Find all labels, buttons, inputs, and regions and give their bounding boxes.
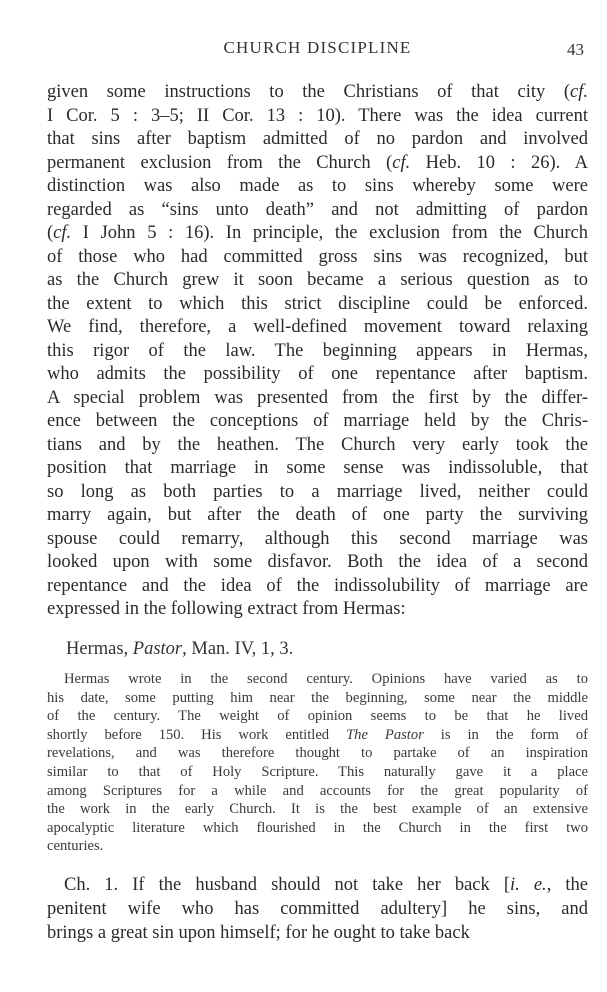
text-line	[47, 222, 588, 246]
extract-text	[47, 873, 588, 945]
text-line	[47, 763, 588, 782]
text: of those who had committed gross sins was recognized, but	[47, 246, 588, 267]
text: penitent wife who has committed adultery] he sins, and	[47, 899, 588, 919]
text: spouse could remarry, although this second marriage was	[47, 528, 588, 549]
text: expressed in the following extract from Hermas:	[47, 599, 406, 619]
text-line	[47, 340, 588, 364]
text: this rigor of the law. The beginning appears in Hermas,	[47, 340, 588, 361]
text: A special problem was presented from the first by the differ-	[47, 387, 588, 408]
text-line	[47, 575, 588, 599]
text: distinction was also made as to sins whereby some were	[47, 176, 588, 196]
text: the work in the early Church. It is the best example of an extensive	[47, 801, 588, 818]
text: (	[47, 223, 54, 243]
text-line	[47, 316, 588, 340]
text: centuries.	[47, 838, 104, 855]
text: ence between the conceptions of marriage held by the Chris-	[47, 411, 588, 431]
text: position that marriage in some sense was indissoluble, that	[47, 458, 588, 478]
text-line	[47, 293, 588, 317]
page-number: 43	[567, 40, 584, 59]
text: , the	[546, 875, 588, 895]
text: I John 5 : 16). In principle, the exclusion from the Church	[71, 223, 588, 243]
text-line	[47, 782, 588, 801]
text-line	[47, 873, 588, 897]
text-line	[47, 269, 588, 293]
text: Hermas wrote in the second century. Opinions have varied as to	[64, 671, 588, 687]
text-line	[47, 744, 588, 763]
italic-text: cf.	[570, 82, 588, 102]
text-line	[47, 528, 588, 552]
text: permanent exclusion from the Church (	[47, 152, 393, 173]
text-line	[47, 800, 588, 819]
body-text	[47, 81, 588, 622]
text-line	[47, 481, 588, 505]
text-line	[47, 152, 588, 176]
text-line	[47, 434, 588, 458]
text: shortly before 150. His work entitled	[47, 726, 347, 743]
text: Hermas,	[66, 639, 133, 659]
text-line	[47, 363, 588, 387]
text: I Cor. 5 : 3–5; II Cor. 13 : 10). There was the idea current	[47, 105, 588, 126]
text: is in the form of	[423, 726, 588, 743]
text: regarded as “sins unto death” and not admitting of pardon	[47, 199, 588, 220]
text: tians and by the heathen. The Church very early took the	[47, 434, 588, 455]
text: revelations, and was therefore thought to partake of an inspiration	[47, 745, 588, 762]
text-line	[47, 457, 588, 481]
text: among Scriptures for a while and accounts for the great popularity of	[47, 782, 588, 799]
text-line	[47, 387, 588, 411]
text: apocalyptic literature which flourished in the Church in the first two	[47, 819, 588, 836]
text: the extent to which this strict discipline could be enforced.	[47, 293, 588, 314]
text: of the century. The weight of opinion seems to be that he lived	[47, 708, 588, 725]
text-line	[47, 819, 588, 838]
text: given some instructions to the Christians of that city (	[47, 82, 571, 102]
text-line	[47, 410, 588, 434]
text-line	[47, 551, 588, 575]
italic-text: cf.	[392, 152, 411, 173]
text-line	[47, 504, 588, 528]
text: his date, some putting him near the beginning, some near the middle	[47, 689, 588, 706]
page-header	[47, 38, 588, 62]
text-line	[47, 105, 588, 129]
text: marry again, but after the death of one party the surviving	[47, 505, 588, 525]
text-line	[47, 246, 588, 270]
text: similar to that of Holy Scripture. This naturally gave it a place	[47, 763, 588, 780]
text-line	[47, 707, 588, 726]
text-line	[47, 175, 588, 199]
text-line	[47, 670, 588, 689]
text-line	[47, 689, 588, 708]
text: , Man. IV, 1, 3.	[182, 639, 294, 659]
italic-text: cf.	[53, 223, 72, 243]
source-title	[66, 639, 293, 660]
text-line	[47, 128, 588, 152]
text-line	[47, 837, 588, 856]
text: as the Church grew it soon became a serious question as to	[47, 270, 588, 290]
text-line	[47, 726, 588, 745]
text-line	[47, 598, 588, 622]
introductory-note	[47, 670, 588, 856]
text-line	[47, 921, 588, 945]
text-line	[47, 897, 588, 921]
text: repentance and the idea of the indissolubility of marriage are	[47, 575, 588, 596]
italic-text: The Pastor	[346, 726, 424, 743]
text: so long as both parties to a marriage lived, neither could	[47, 481, 588, 502]
italic-text: Pastor	[132, 639, 183, 659]
text: looked upon with some disfavor. Both the idea of a second	[47, 552, 588, 572]
running-head: CHURCH DISCIPLINE	[223, 38, 412, 57]
text-line	[47, 199, 588, 223]
text: who admits the possibility of one repentance after baptism.	[47, 364, 588, 384]
text: that sins after baptism admitted of no pardon and involved	[47, 129, 588, 149]
text: We find, therefore, a well-defined movement toward relaxing	[47, 317, 588, 337]
italic-text: i. e.	[510, 875, 547, 895]
text: Ch. 1. If the husband should not take her back [	[64, 875, 510, 895]
text: Heb. 10 : 26). A	[410, 152, 588, 173]
text: brings a great sin upon himself; for he ought to take back	[47, 923, 470, 943]
text-line	[47, 81, 588, 105]
